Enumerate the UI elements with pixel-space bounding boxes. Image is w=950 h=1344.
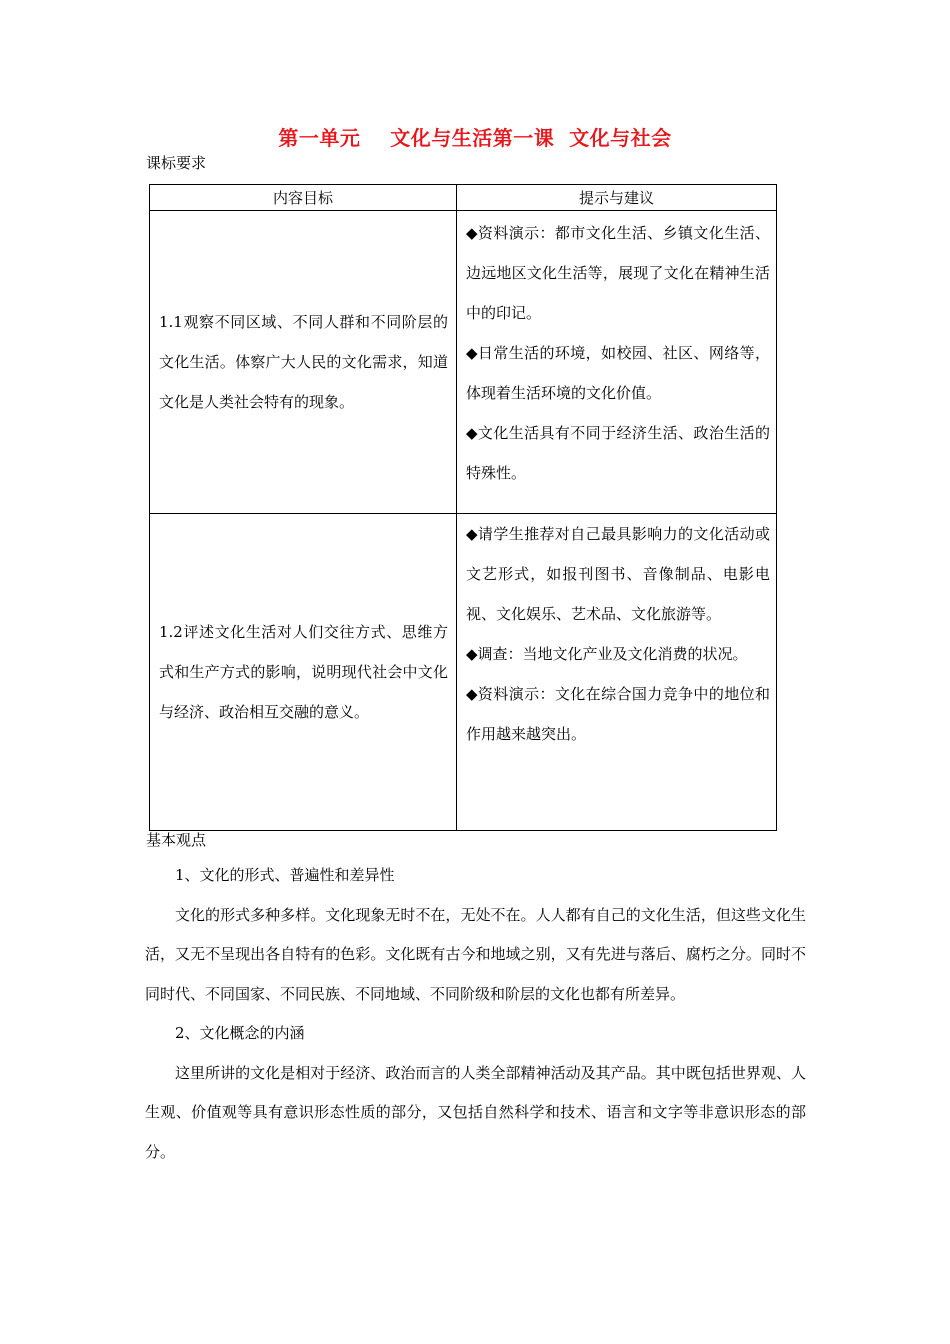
section-heading: 1、文化的形式、普遍性和差异性 xyxy=(175,866,395,884)
section-paragraph: 这里所讲的文化是相对于经济、政治而言的人类全部精神活动及其产品。其中既包括世界观、人生观、价值观等具有意识形态性质的部分，又包括自然科学和技术、语言和文字等非意识形态的部分。 xyxy=(145,1063,806,1161)
table-row xyxy=(150,211,777,514)
tip-item: ◆文化生活具有不同于经济生活、政治生活的特殊性。 xyxy=(466,424,770,482)
tip-item: ◆资料演示：都市文化生活、乡镇文化生活、边远地区文化生活等，展现了文化在精神生活中的印记。 xyxy=(466,224,770,322)
goal-cell: 1.1观察不同区域、不同人群和不同阶层的文化生活。体察广大人民的文化需求，知道文化是人类社会特有的现象。 xyxy=(150,211,457,514)
tip-item: ◆资料演示：文化在综合国力竞争中的地位和作用越来越突出。 xyxy=(466,685,770,743)
table-header-row xyxy=(150,185,777,211)
document-title: 第一单元 文化与生活第一课 文化与社会 xyxy=(278,126,672,150)
basic-viewpoints-body xyxy=(145,856,806,1172)
standards-label: 课标要求 xyxy=(146,154,207,172)
tips-cell xyxy=(457,211,777,514)
section-paragraph: 文化的形式多种多样。文化现象无时不在，无处不在。人人都有自己的文化生活，但这些文化生活，又无不呈现出各自特有的色彩。文化既有古今和地域之别，又有先进与落后、腐朽之分。同时不同时代、不同国家、不同民族、不同地域、不同阶级和阶层的文化也都有所差异。 xyxy=(145,905,806,1003)
tip-item: ◆日常生活的环境，如校园、社区、网络等，体现着生活环境的文化价值。 xyxy=(466,344,770,402)
tip-item: ◆请学生推荐对自己最具影响力的文化活动或文艺形式，如报刊图书、音像制品、电影电视、文化娱乐、艺术品、文化旅游等。 xyxy=(466,525,770,623)
tips-cell xyxy=(457,514,777,831)
curriculum-standards-table xyxy=(149,184,777,831)
header-content-goals: 内容目标 xyxy=(150,185,457,211)
section-heading: 2、文化概念的内涵 xyxy=(175,1024,305,1042)
table-row xyxy=(150,514,777,831)
goal-cell: 1.2评述文化生活对人们交往方式、思维方式和生产方式的影响，说明现代社会中文化与经济、政治相互交融的意义。 xyxy=(150,514,457,831)
tip-item: ◆调查：当地文化产业及文化消费的状况。 xyxy=(466,645,748,663)
basic-viewpoints-label: 基本观点 xyxy=(146,831,207,849)
header-tips-suggestions: 提示与建议 xyxy=(457,185,777,211)
